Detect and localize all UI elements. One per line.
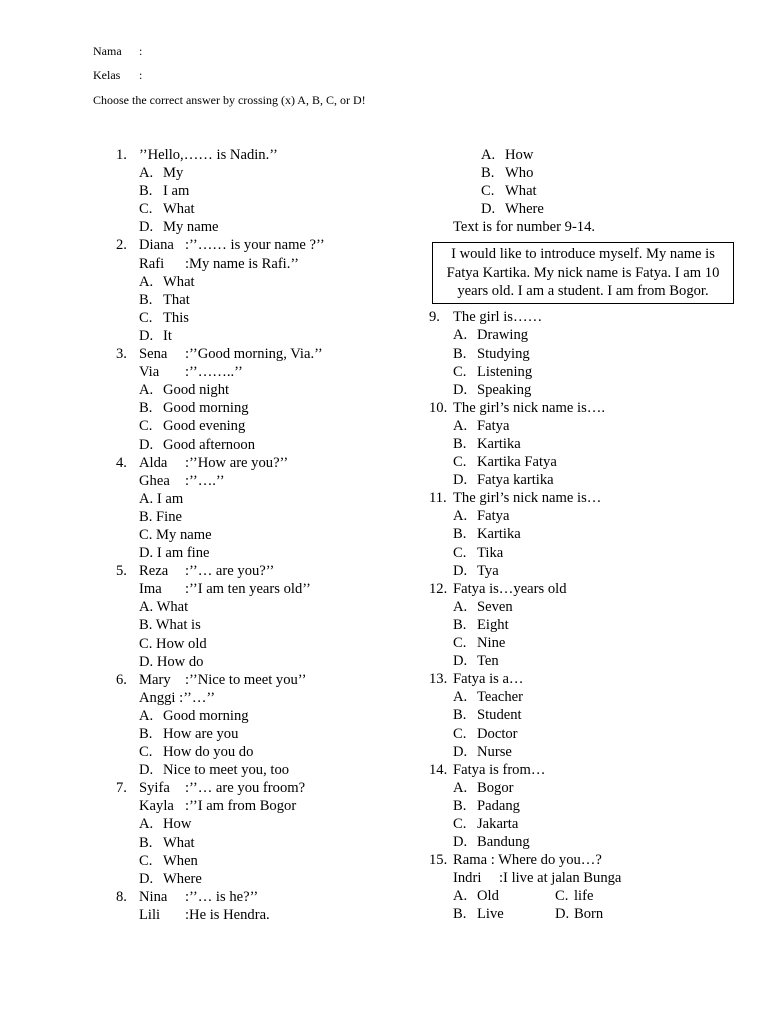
option[interactable]: D. It	[139, 327, 172, 344]
option[interactable]: A. My	[139, 165, 184, 182]
dialogue-line: Ghea :’’….’’	[139, 472, 225, 489]
option[interactable]: C. How old	[139, 635, 207, 652]
question-13	[429, 670, 734, 760]
option[interactable]: D. Born	[555, 906, 604, 923]
option[interactable]: C. What	[481, 183, 537, 200]
option[interactable]: A. What	[139, 273, 195, 290]
name-field-row	[93, 44, 142, 58]
option[interactable]: C. life	[555, 888, 594, 905]
questions-column-right	[429, 146, 734, 924]
option[interactable]: B. Kartika	[453, 526, 521, 543]
dialogue-line: Via :’’……..’’	[139, 364, 243, 381]
question-4	[116, 454, 325, 563]
option[interactable]: D. Nice to meet you, too	[139, 762, 290, 779]
question-number: 6.	[116, 671, 127, 688]
option[interactable]: B. Good morning	[139, 400, 249, 417]
option-row	[453, 905, 734, 923]
question-number: 8.	[116, 888, 127, 905]
option[interactable]: D. My name	[139, 219, 219, 236]
name-label: Nama	[93, 44, 122, 58]
option[interactable]: B. That	[139, 291, 190, 308]
dialogue-line: Syifa :’’… are you froom?	[139, 780, 306, 797]
question-number: 11.	[429, 490, 447, 507]
option[interactable]: B. Fine	[139, 508, 182, 525]
question-number: 2.	[116, 237, 127, 254]
option[interactable]: C. When	[139, 852, 198, 869]
option[interactable]: C. This	[139, 309, 189, 326]
option[interactable]: C. Doctor	[453, 725, 518, 742]
question-8-options	[429, 146, 734, 218]
option[interactable]: C. Kartika Fatya	[453, 454, 557, 471]
dialogue-line: Mary :’’Nice to meet you’’	[139, 671, 307, 688]
option[interactable]: C. Jakarta	[453, 815, 519, 832]
question-1	[116, 146, 325, 236]
dialogue-line: Anggi :’’…’’	[139, 689, 216, 706]
option[interactable]: D. Ten	[453, 653, 499, 670]
option[interactable]: C. How do you do	[139, 744, 254, 761]
option[interactable]: B. Padang	[453, 797, 520, 814]
question-number: 15.	[429, 852, 448, 869]
instruction: Choose the correct answer by crossing (x) A, B, C, or D!	[93, 93, 366, 107]
question-number: 13.	[429, 671, 448, 688]
option[interactable]: B. Live	[453, 906, 504, 923]
question-5	[116, 562, 325, 671]
option[interactable]: A. Good night	[139, 382, 230, 399]
question-number: 12.	[429, 580, 448, 597]
option[interactable]: A. Fatya	[453, 417, 510, 434]
question-number: 10.	[429, 399, 448, 416]
option[interactable]: D. Where	[481, 201, 544, 218]
dialogue-line: Reza :’’… are you?’’	[139, 563, 275, 580]
question-text: The girl is……	[453, 309, 543, 326]
option[interactable]: D. How do	[139, 653, 204, 670]
question-6	[116, 671, 325, 780]
question-14	[429, 761, 734, 851]
question-10	[429, 399, 734, 489]
dialogue-line: Indri :I live at jalan Bunga	[453, 870, 622, 887]
dialogue-line: Diana :’’…… is your name ?’’	[139, 237, 325, 254]
question-text: Fatya is a…	[453, 671, 524, 688]
option[interactable]: A. Good morning	[139, 707, 249, 724]
dialogue-line: Sena :’’Good morning, Via.’’	[139, 346, 323, 363]
question-7	[116, 779, 325, 888]
question-text: The girl’s nick name is…	[453, 490, 602, 507]
dialogue-line: Alda :’’How are you?’’	[139, 454, 289, 471]
question-number: 1.	[116, 147, 127, 163]
dialogue-line: Ima :’’I am ten years old’’	[139, 581, 311, 598]
option[interactable]: D. Bandung	[453, 834, 530, 851]
class-colon: :	[139, 68, 143, 82]
question-number: 3.	[116, 346, 127, 363]
option[interactable]: C. Nine	[453, 635, 506, 652]
question-3	[116, 345, 325, 454]
option[interactable]: C. Good evening	[139, 418, 246, 435]
option[interactable]: D. I am fine	[139, 545, 210, 562]
option[interactable]: B. Studying	[453, 345, 530, 362]
option[interactable]: B. How are you	[139, 726, 239, 742]
dialogue-line: Lili :He is Hendra.	[139, 906, 270, 923]
class-label: Kelas	[93, 68, 121, 82]
option[interactable]: B. What	[139, 834, 195, 851]
option[interactable]: D. Tya	[453, 562, 499, 579]
option[interactable]: A. How	[139, 816, 192, 833]
option[interactable]: A. Bogor	[453, 779, 514, 796]
question-number: 4.	[116, 454, 127, 471]
question-number: 9.	[429, 309, 440, 326]
question-8	[116, 888, 325, 924]
option[interactable]: B. What is	[139, 617, 201, 634]
question-text: Fatya is…years old	[453, 580, 567, 597]
class-field-row	[93, 68, 142, 82]
option[interactable]: A. Drawing	[453, 327, 529, 344]
option[interactable]: A. Seven	[453, 598, 513, 615]
dialogue-line: Nina :’’… is he?’’	[139, 888, 259, 905]
reading-text-box: I would like to introduce myself. My name is Fatya Kartika. My nick name is Fatya. I am 10 years old. I am a student. I am from Bogor.	[432, 242, 734, 304]
option[interactable]: C. My name	[139, 526, 212, 543]
question-11	[429, 489, 734, 579]
option-row	[453, 887, 734, 905]
question-12	[429, 580, 734, 670]
option[interactable]: A. Fatya	[453, 508, 510, 525]
option[interactable]: D. Good afternoon	[139, 436, 255, 453]
option[interactable]: C. What	[139, 201, 195, 218]
question-9	[429, 308, 734, 398]
option[interactable]: D. Nurse	[453, 743, 512, 760]
question-2	[116, 236, 325, 345]
option[interactable]: A. Old	[453, 888, 499, 905]
dialogue-line: Rafi :My name is Rafi.’’	[139, 255, 300, 272]
question-number: 14.	[429, 761, 448, 778]
option[interactable]: B. Who	[481, 165, 534, 182]
option[interactable]: A. How	[481, 147, 534, 163]
option[interactable]: B. Student	[453, 707, 522, 724]
option[interactable]: C. Tika	[453, 544, 504, 561]
option[interactable]: D. Speaking	[453, 381, 532, 398]
questions-column-left	[116, 146, 325, 924]
question-text: ’’Hello,…… is Nadin.’’	[139, 147, 278, 163]
question-text: The girl’s nick name is….	[453, 399, 605, 416]
question-text: Fatya is from…	[453, 761, 546, 778]
option[interactable]: A. Teacher	[453, 689, 523, 706]
question-15	[429, 851, 734, 923]
option[interactable]: B. I am	[139, 183, 190, 200]
text-intro: Text is for number 9-14.	[453, 219, 596, 236]
dialogue-line: Kayla :’’I am from Bogor	[139, 798, 297, 815]
option[interactable]: C. Listening	[453, 363, 533, 380]
option[interactable]: A. What	[139, 599, 189, 616]
option[interactable]: D. Fatya kartika	[453, 472, 554, 489]
question-number: 7.	[116, 780, 127, 797]
dialogue-line: Rama : Where do you…?	[453, 852, 602, 869]
question-number: 5.	[116, 563, 127, 580]
option[interactable]: A. I am	[139, 490, 184, 507]
option[interactable]: D. Where	[139, 870, 202, 887]
option[interactable]: B. Kartika	[453, 436, 521, 453]
option[interactable]: B. Eight	[453, 616, 509, 633]
name-colon: :	[139, 44, 143, 58]
